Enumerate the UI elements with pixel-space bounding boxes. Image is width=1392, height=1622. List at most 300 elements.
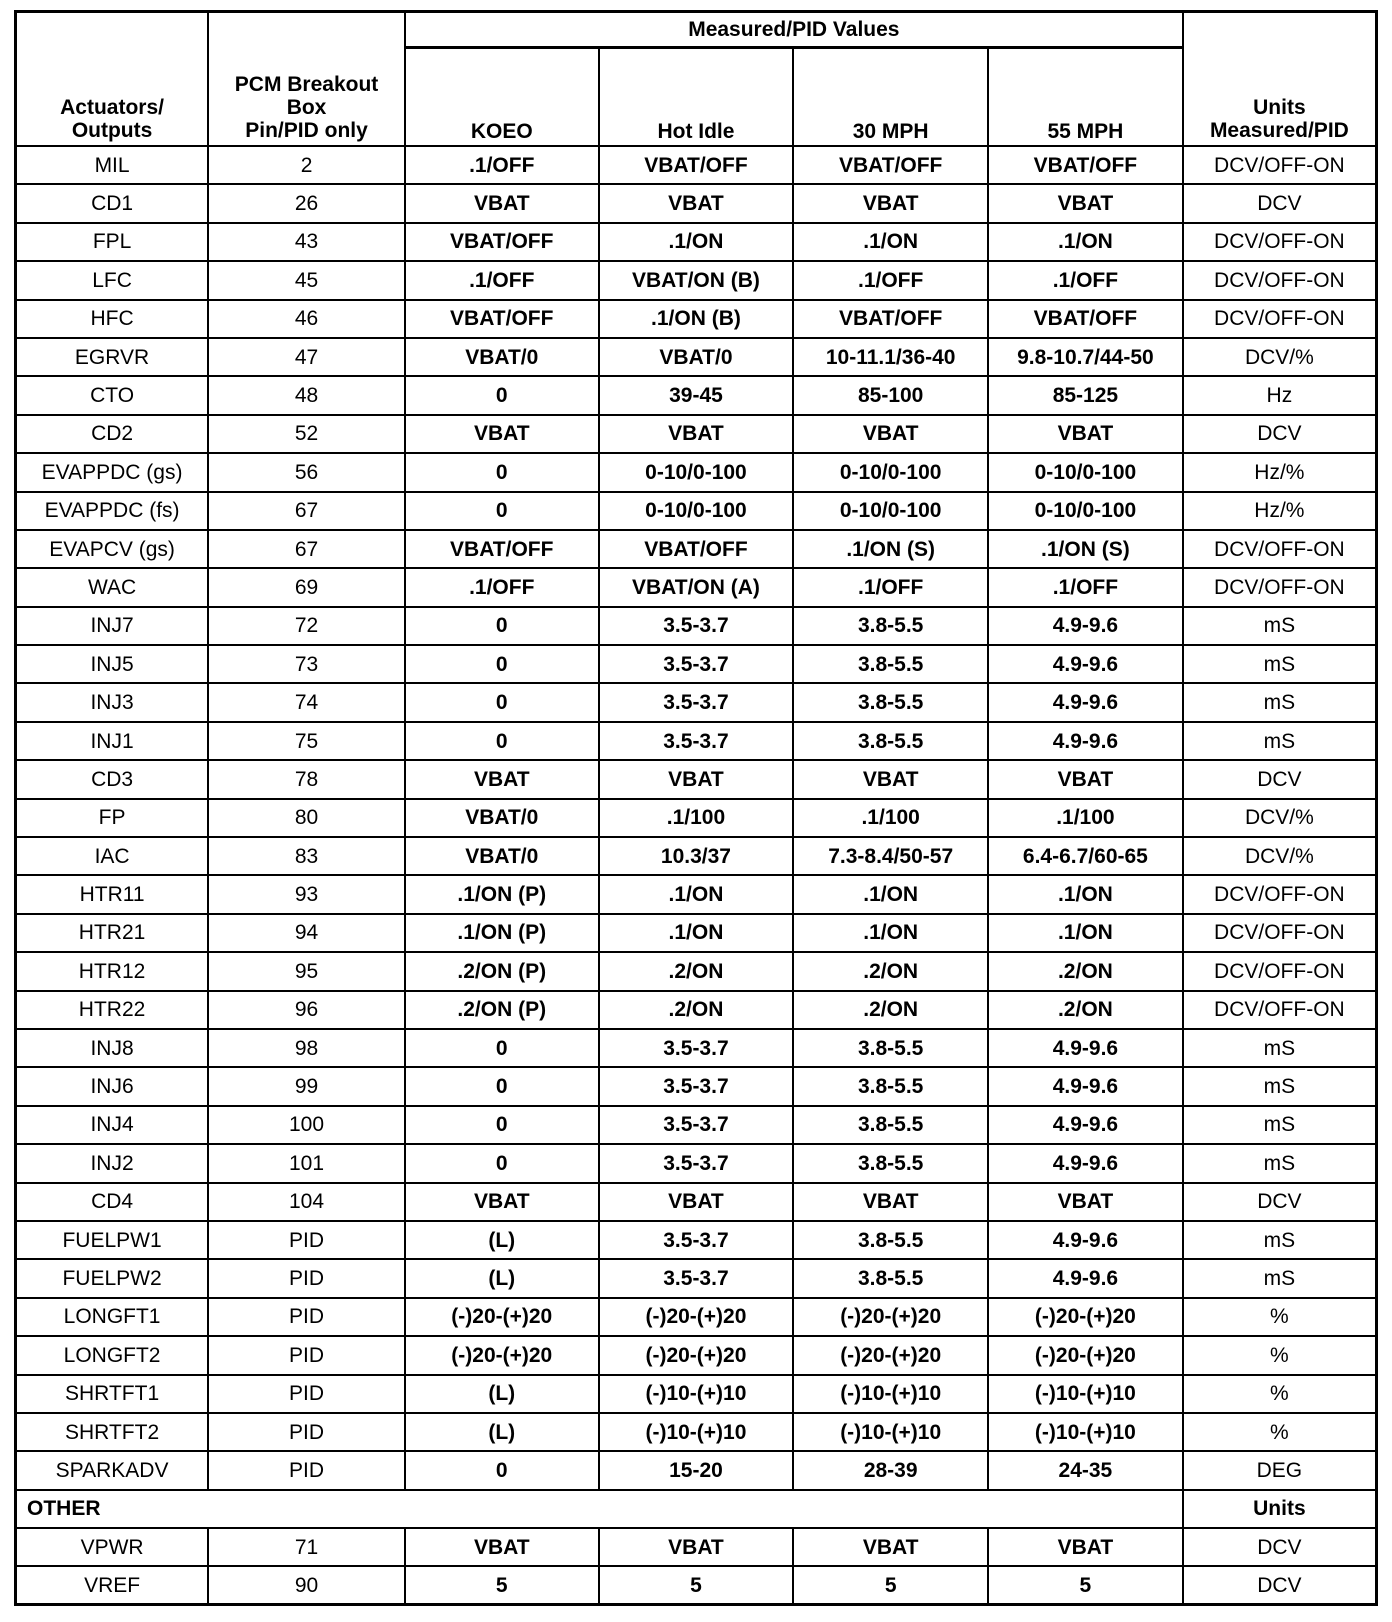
units-cell: DCV/% (1183, 837, 1377, 875)
pin-cell: 2 (208, 146, 405, 184)
30-mph-value-cell: 7.3-8.4/50-57 (793, 837, 988, 875)
koeo-value-cell: 0 (405, 607, 599, 645)
table-row (16, 607, 1377, 645)
units-cell: DCV/OFF-ON (1183, 146, 1377, 184)
hot-idle-value-cell: VBAT/OFF (599, 530, 794, 568)
55-mph-value-cell: .1/100 (988, 799, 1183, 837)
table-row (16, 568, 1377, 606)
hot-idle-value-cell: 3.5-3.7 (599, 1259, 794, 1297)
output-name-cell: LONGFT2 (16, 1336, 209, 1374)
koeo-value-cell: VBAT (405, 415, 599, 453)
koeo-value-cell: 0 (405, 376, 599, 414)
units-cell: DEG (1183, 1451, 1377, 1489)
55-mph-value-cell: .1/ON (988, 223, 1183, 261)
units-cell: mS (1183, 683, 1377, 721)
hot-idle-value-cell: 3.5-3.7 (599, 607, 794, 645)
pin-cell: 93 (208, 875, 405, 913)
header-hot-idle: Hot Idle (599, 48, 794, 147)
55-mph-value-cell: 4.9-9.6 (988, 1144, 1183, 1182)
units-cell: DCV (1183, 760, 1377, 798)
table-row (16, 1183, 1377, 1221)
output-name-cell: HTR11 (16, 875, 209, 913)
koeo-value-cell: .1/ON (P) (405, 914, 599, 952)
pin-cell: 67 (208, 530, 405, 568)
55-mph-value-cell: VBAT (988, 184, 1183, 222)
55-mph-value-cell: VBAT (988, 1528, 1183, 1566)
output-name-cell: CTO (16, 376, 209, 414)
table-row (16, 991, 1377, 1029)
pin-cell: 73 (208, 645, 405, 683)
55-mph-value-cell: (-)20-(+)20 (988, 1336, 1183, 1374)
55-mph-value-cell: 0-10/0-100 (988, 492, 1183, 530)
55-mph-value-cell: 4.9-9.6 (988, 1221, 1183, 1259)
30-mph-value-cell: (-)20-(+)20 (793, 1298, 988, 1336)
pin-cell: 56 (208, 453, 405, 491)
30-mph-value-cell: 3.8-5.5 (793, 1259, 988, 1297)
55-mph-value-cell: .1/ON (S) (988, 530, 1183, 568)
pin-cell: PID (208, 1451, 405, 1489)
30-mph-value-cell: VBAT (793, 415, 988, 453)
pin-cell: 75 (208, 722, 405, 760)
30-mph-value-cell: .1/OFF (793, 568, 988, 606)
hot-idle-value-cell: 10.3/37 (599, 837, 794, 875)
pin-cell: 43 (208, 223, 405, 261)
units-cell: DCV/% (1183, 799, 1377, 837)
pin-cell: 47 (208, 338, 405, 376)
55-mph-value-cell: (-)10-(+)10 (988, 1375, 1183, 1413)
table-row (16, 914, 1377, 952)
koeo-value-cell: (L) (405, 1413, 599, 1451)
output-name-cell: VPWR (16, 1528, 209, 1566)
table-row (16, 376, 1377, 414)
pin-cell: 100 (208, 1106, 405, 1144)
other-spacer (405, 1490, 1183, 1528)
pin-cell: 90 (208, 1566, 405, 1604)
koeo-value-cell: 0 (405, 1144, 599, 1182)
30-mph-value-cell: (-)10-(+)10 (793, 1375, 988, 1413)
hot-idle-value-cell: 3.5-3.7 (599, 683, 794, 721)
pin-cell: PID (208, 1413, 405, 1451)
reference-table-sheet (14, 10, 1378, 1606)
hot-idle-value-cell: 3.5-3.7 (599, 1029, 794, 1067)
55-mph-value-cell: .2/ON (988, 952, 1183, 990)
hot-idle-value-cell: 15-20 (599, 1451, 794, 1489)
hot-idle-value-cell: 39-45 (599, 376, 794, 414)
table-row (16, 1528, 1377, 1566)
pin-cell: PID (208, 1298, 405, 1336)
koeo-value-cell: .2/ON (P) (405, 991, 599, 1029)
hot-idle-value-cell: VBAT (599, 415, 794, 453)
30-mph-value-cell: VBAT (793, 760, 988, 798)
30-mph-value-cell: VBAT/OFF (793, 146, 988, 184)
hot-idle-value-cell: VBAT/0 (599, 338, 794, 376)
55-mph-value-cell: VBAT (988, 1183, 1183, 1221)
table-row (16, 1144, 1377, 1182)
output-name-cell: INJ4 (16, 1106, 209, 1144)
koeo-value-cell: (-)20-(+)20 (405, 1298, 599, 1336)
table-row (16, 722, 1377, 760)
koeo-value-cell: 0 (405, 492, 599, 530)
30-mph-value-cell: 28-39 (793, 1451, 988, 1489)
hot-idle-value-cell: VBAT/ON (B) (599, 261, 794, 299)
pin-cell: PID (208, 1259, 405, 1297)
30-mph-value-cell: 10-11.1/36-40 (793, 338, 988, 376)
koeo-value-cell: 0 (405, 645, 599, 683)
output-name-cell: IAC (16, 837, 209, 875)
koeo-value-cell: VBAT/OFF (405, 223, 599, 261)
hot-idle-value-cell: .1/ON (599, 914, 794, 952)
table-row (16, 1298, 1377, 1336)
pin-cell: 74 (208, 683, 405, 721)
55-mph-value-cell: VBAT (988, 760, 1183, 798)
55-mph-value-cell: 0-10/0-100 (988, 453, 1183, 491)
units-cell: mS (1183, 1221, 1377, 1259)
30-mph-value-cell: .1/100 (793, 799, 988, 837)
55-mph-value-cell: 5 (988, 1566, 1183, 1604)
30-mph-value-cell: .1/ON (S) (793, 530, 988, 568)
header-units-measured-pid: Units Measured/PID (1183, 12, 1377, 147)
pin-cell: 94 (208, 914, 405, 952)
hot-idle-value-cell: 3.5-3.7 (599, 1067, 794, 1105)
55-mph-value-cell: 4.9-9.6 (988, 1029, 1183, 1067)
output-name-cell: EVAPPDC (fs) (16, 492, 209, 530)
koeo-value-cell: VBAT/OFF (405, 300, 599, 338)
units-cell: DCV/OFF-ON (1183, 223, 1377, 261)
units-cell: DCV (1183, 1528, 1377, 1566)
pin-cell: 104 (208, 1183, 405, 1221)
30-mph-value-cell: .1/ON (793, 223, 988, 261)
koeo-value-cell: VBAT/OFF (405, 530, 599, 568)
hot-idle-value-cell: (-)10-(+)10 (599, 1375, 794, 1413)
other-units-label: Units (1183, 1490, 1377, 1528)
units-cell: mS (1183, 645, 1377, 683)
30-mph-value-cell: 3.8-5.5 (793, 645, 988, 683)
table-header (16, 12, 1377, 147)
pin-cell: 48 (208, 376, 405, 414)
units-cell: mS (1183, 1106, 1377, 1144)
output-name-cell: CD3 (16, 760, 209, 798)
pin-cell: 95 (208, 952, 405, 990)
hot-idle-value-cell: VBAT (599, 1528, 794, 1566)
pin-cell: 45 (208, 261, 405, 299)
units-cell: mS (1183, 1067, 1377, 1105)
output-name-cell: FPL (16, 223, 209, 261)
koeo-value-cell: 0 (405, 683, 599, 721)
koeo-value-cell: .1/OFF (405, 568, 599, 606)
output-name-cell: CD1 (16, 184, 209, 222)
30-mph-value-cell: .1/ON (793, 914, 988, 952)
table-row (16, 1413, 1377, 1451)
30-mph-value-cell: 3.8-5.5 (793, 1067, 988, 1105)
units-cell: Hz (1183, 376, 1377, 414)
55-mph-value-cell: 85-125 (988, 376, 1183, 414)
table-row (16, 799, 1377, 837)
30-mph-value-cell: VBAT (793, 1183, 988, 1221)
30-mph-value-cell: .2/ON (793, 991, 988, 1029)
table-row (16, 1451, 1377, 1489)
units-cell: mS (1183, 1259, 1377, 1297)
table-row (16, 1067, 1377, 1105)
55-mph-value-cell: 4.9-9.6 (988, 1106, 1183, 1144)
output-name-cell: CD4 (16, 1183, 209, 1221)
hot-idle-value-cell: VBAT (599, 1183, 794, 1221)
30-mph-value-cell: 85-100 (793, 376, 988, 414)
hot-idle-value-cell: 3.5-3.7 (599, 1106, 794, 1144)
header-actuators-outputs: Actuators/ Outputs (16, 12, 209, 147)
other-section-header-row (16, 1490, 1377, 1528)
pin-cell: PID (208, 1221, 405, 1259)
table-row (16, 530, 1377, 568)
output-name-cell: FUELPW1 (16, 1221, 209, 1259)
30-mph-value-cell: VBAT (793, 184, 988, 222)
55-mph-value-cell: 4.9-9.6 (988, 683, 1183, 721)
table-row (16, 952, 1377, 990)
koeo-value-cell: 0 (405, 1029, 599, 1067)
koeo-value-cell: VBAT/0 (405, 338, 599, 376)
units-cell: DCV/OFF-ON (1183, 261, 1377, 299)
table-row (16, 415, 1377, 453)
header-measured-pid-values: Measured/PID Values (405, 12, 1183, 48)
55-mph-value-cell: (-)20-(+)20 (988, 1298, 1183, 1336)
units-cell: DCV/% (1183, 338, 1377, 376)
table-row (16, 184, 1377, 222)
header-pcm-breakout-box: PCM Breakout Box Pin/PID only (208, 12, 405, 147)
table-row (16, 1375, 1377, 1413)
pin-cell: 69 (208, 568, 405, 606)
30-mph-value-cell: .1/OFF (793, 261, 988, 299)
30-mph-value-cell: .2/ON (793, 952, 988, 990)
output-name-cell: SHRTFT2 (16, 1413, 209, 1451)
table-body (16, 146, 1377, 1490)
table-row (16, 1106, 1377, 1144)
30-mph-value-cell: 3.8-5.5 (793, 1106, 988, 1144)
koeo-value-cell: VBAT/0 (405, 837, 599, 875)
55-mph-value-cell: VBAT/OFF (988, 300, 1183, 338)
hot-idle-value-cell: 5 (599, 1566, 794, 1604)
table-row (16, 760, 1377, 798)
hot-idle-value-cell: VBAT (599, 184, 794, 222)
output-name-cell: CD2 (16, 415, 209, 453)
hot-idle-value-cell: VBAT/ON (A) (599, 568, 794, 606)
55-mph-value-cell: 4.9-9.6 (988, 722, 1183, 760)
output-name-cell: INJ3 (16, 683, 209, 721)
30-mph-value-cell: 3.8-5.5 (793, 607, 988, 645)
table-row (16, 261, 1377, 299)
pin-cell: 71 (208, 1528, 405, 1566)
output-name-cell: INJ8 (16, 1029, 209, 1067)
55-mph-value-cell: .2/ON (988, 991, 1183, 1029)
output-name-cell: SPARKADV (16, 1451, 209, 1489)
pin-cell: 101 (208, 1144, 405, 1182)
55-mph-value-cell: VBAT (988, 415, 1183, 453)
hot-idle-value-cell: .2/ON (599, 952, 794, 990)
pin-cell: 46 (208, 300, 405, 338)
30-mph-value-cell: (-)20-(+)20 (793, 1336, 988, 1374)
output-name-cell: EGRVR (16, 338, 209, 376)
55-mph-value-cell: VBAT/OFF (988, 146, 1183, 184)
koeo-value-cell: 0 (405, 1106, 599, 1144)
table-row (16, 146, 1377, 184)
hot-idle-value-cell: 3.5-3.7 (599, 1221, 794, 1259)
output-name-cell: MIL (16, 146, 209, 184)
koeo-value-cell: 0 (405, 1451, 599, 1489)
30-mph-value-cell: 3.8-5.5 (793, 722, 988, 760)
output-name-cell: INJ2 (16, 1144, 209, 1182)
koeo-value-cell: 0 (405, 453, 599, 491)
pin-cell: PID (208, 1336, 405, 1374)
output-name-cell: HTR21 (16, 914, 209, 952)
units-cell: DCV (1183, 1183, 1377, 1221)
30-mph-value-cell: 0-10/0-100 (793, 492, 988, 530)
table-row (16, 1221, 1377, 1259)
pcm-reference-values-table (14, 10, 1378, 1606)
55-mph-value-cell: .1/OFF (988, 261, 1183, 299)
55-mph-value-cell: 9.8-10.7/44-50 (988, 338, 1183, 376)
55-mph-value-cell: 4.9-9.6 (988, 645, 1183, 683)
koeo-value-cell: VBAT (405, 1528, 599, 1566)
koeo-value-cell: VBAT/0 (405, 799, 599, 837)
table-row (16, 223, 1377, 261)
hot-idle-value-cell: (-)20-(+)20 (599, 1298, 794, 1336)
hot-idle-value-cell: VBAT/OFF (599, 146, 794, 184)
output-name-cell: LFC (16, 261, 209, 299)
pin-cell: 52 (208, 415, 405, 453)
table-row (16, 1566, 1377, 1604)
koeo-value-cell: (L) (405, 1259, 599, 1297)
koeo-value-cell: (L) (405, 1375, 599, 1413)
units-cell: Hz/% (1183, 492, 1377, 530)
30-mph-value-cell: 5 (793, 1566, 988, 1604)
koeo-value-cell: VBAT (405, 184, 599, 222)
units-cell: mS (1183, 722, 1377, 760)
table-row (16, 1259, 1377, 1297)
table-row (16, 1336, 1377, 1374)
55-mph-value-cell: 4.9-9.6 (988, 607, 1183, 645)
units-cell: Hz/% (1183, 453, 1377, 491)
pin-cell: 67 (208, 492, 405, 530)
pin-cell: 72 (208, 607, 405, 645)
hot-idle-value-cell: 3.5-3.7 (599, 722, 794, 760)
hot-idle-value-cell: 0-10/0-100 (599, 453, 794, 491)
output-name-cell: HTR12 (16, 952, 209, 990)
55-mph-value-cell: .1/OFF (988, 568, 1183, 606)
30-mph-value-cell: 3.8-5.5 (793, 1144, 988, 1182)
units-cell: % (1183, 1336, 1377, 1374)
other-label: OTHER (16, 1490, 405, 1528)
units-cell: % (1183, 1375, 1377, 1413)
hot-idle-value-cell: 3.5-3.7 (599, 1144, 794, 1182)
table-row (16, 453, 1377, 491)
units-cell: DCV/OFF-ON (1183, 875, 1377, 913)
hot-idle-value-cell: VBAT (599, 760, 794, 798)
koeo-value-cell: .1/OFF (405, 261, 599, 299)
30-mph-value-cell: 3.8-5.5 (793, 1029, 988, 1067)
output-name-cell: EVAPCV (gs) (16, 530, 209, 568)
koeo-value-cell: (L) (405, 1221, 599, 1259)
pin-cell: 96 (208, 991, 405, 1029)
output-name-cell: INJ7 (16, 607, 209, 645)
output-name-cell: INJ6 (16, 1067, 209, 1105)
units-cell: DCV/OFF-ON (1183, 991, 1377, 1029)
koeo-value-cell: .1/ON (P) (405, 875, 599, 913)
output-name-cell: FUELPW2 (16, 1259, 209, 1297)
table-row (16, 645, 1377, 683)
koeo-value-cell: (-)20-(+)20 (405, 1336, 599, 1374)
55-mph-value-cell: (-)10-(+)10 (988, 1413, 1183, 1451)
30-mph-value-cell: 3.8-5.5 (793, 1221, 988, 1259)
units-cell: % (1183, 1298, 1377, 1336)
units-cell: % (1183, 1413, 1377, 1451)
pin-cell: PID (208, 1375, 405, 1413)
55-mph-value-cell: .1/ON (988, 914, 1183, 952)
hot-idle-value-cell: (-)20-(+)20 (599, 1336, 794, 1374)
units-cell: mS (1183, 1029, 1377, 1067)
units-cell: DCV/OFF-ON (1183, 952, 1377, 990)
table-row (16, 875, 1377, 913)
30-mph-value-cell: VBAT/OFF (793, 300, 988, 338)
hot-idle-value-cell: 3.5-3.7 (599, 645, 794, 683)
pin-cell: 26 (208, 184, 405, 222)
koeo-value-cell: VBAT (405, 760, 599, 798)
hot-idle-value-cell: .1/ON (599, 875, 794, 913)
55-mph-value-cell: 4.9-9.6 (988, 1067, 1183, 1105)
hot-idle-value-cell: .1/100 (599, 799, 794, 837)
table-row (16, 338, 1377, 376)
output-name-cell: INJ1 (16, 722, 209, 760)
koeo-value-cell: VBAT (405, 1183, 599, 1221)
output-name-cell: WAC (16, 568, 209, 606)
hot-idle-value-cell: .2/ON (599, 991, 794, 1029)
units-cell: DCV (1183, 1566, 1377, 1604)
koeo-value-cell: .1/OFF (405, 146, 599, 184)
header-30-mph: 30 MPH (793, 48, 988, 147)
pin-cell: 78 (208, 760, 405, 798)
30-mph-value-cell: 0-10/0-100 (793, 453, 988, 491)
units-cell: DCV (1183, 184, 1377, 222)
table-row (16, 837, 1377, 875)
55-mph-value-cell: .1/ON (988, 875, 1183, 913)
pin-cell: 83 (208, 837, 405, 875)
output-name-cell: LONGFT1 (16, 1298, 209, 1336)
table-row (16, 492, 1377, 530)
units-cell: DCV (1183, 415, 1377, 453)
hot-idle-value-cell: .1/ON (599, 223, 794, 261)
output-name-cell: FP (16, 799, 209, 837)
55-mph-value-cell: 24-35 (988, 1451, 1183, 1489)
pin-cell: 80 (208, 799, 405, 837)
table-row (16, 683, 1377, 721)
table-row (16, 300, 1377, 338)
55-mph-value-cell: 6.4-6.7/60-65 (988, 837, 1183, 875)
header-koeo: KOEO (405, 48, 599, 147)
hot-idle-value-cell: (-)10-(+)10 (599, 1413, 794, 1451)
30-mph-value-cell: (-)10-(+)10 (793, 1413, 988, 1451)
output-name-cell: SHRTFT1 (16, 1375, 209, 1413)
55-mph-value-cell: 4.9-9.6 (988, 1259, 1183, 1297)
output-name-cell: EVAPPDC (gs) (16, 453, 209, 491)
koeo-value-cell: 0 (405, 722, 599, 760)
pin-cell: 99 (208, 1067, 405, 1105)
30-mph-value-cell: 3.8-5.5 (793, 683, 988, 721)
units-cell: DCV/OFF-ON (1183, 914, 1377, 952)
units-cell: mS (1183, 1144, 1377, 1182)
units-cell: DCV/OFF-ON (1183, 300, 1377, 338)
units-cell: mS (1183, 607, 1377, 645)
output-name-cell: HFC (16, 300, 209, 338)
hot-idle-value-cell: .1/ON (B) (599, 300, 794, 338)
hot-idle-value-cell: 0-10/0-100 (599, 492, 794, 530)
30-mph-value-cell: VBAT (793, 1528, 988, 1566)
